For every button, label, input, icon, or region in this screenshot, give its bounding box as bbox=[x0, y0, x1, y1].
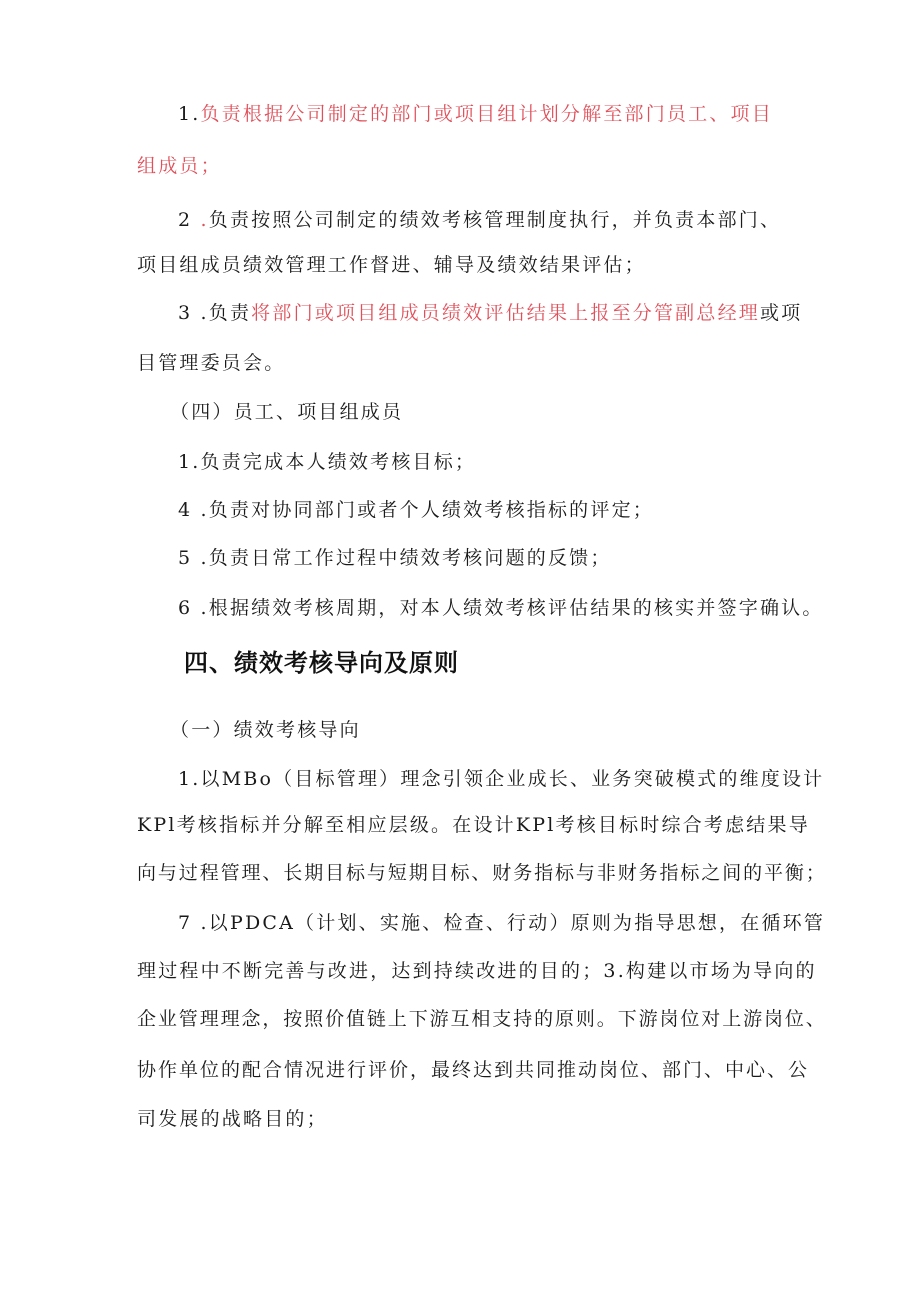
paragraph-line bbox=[178, 101, 773, 127]
highlighted-dot: . bbox=[192, 209, 209, 231]
paragraph-line bbox=[178, 300, 802, 326]
paragraph-text: 或项 bbox=[759, 302, 803, 324]
list-number: 1. bbox=[178, 103, 201, 125]
paragraph-line: 目管理委员会。 bbox=[137, 352, 286, 374]
paragraph-line: 7 .以PDCA（计划、实施、检查、行动）原则为指导思想，在循环管 bbox=[178, 912, 826, 934]
section-subtitle: （四）员工、项目组成员 bbox=[170, 401, 404, 423]
highlighted-text: 负责根据公司制定的部门或项目组计划分解至部门员工、项目 bbox=[200, 103, 773, 125]
paragraph-line: 协作单位的配合情况进行评价，最终达到共同推动岗位、部门、中心、公 bbox=[137, 1059, 810, 1081]
paragraph-line: 6 .根据绩效考核周期，对本人绩效考核评估结果的核实并签字确认。 bbox=[178, 597, 824, 619]
section-heading: 四、绩效考核导向及原则 bbox=[184, 649, 459, 677]
section-subtitle: （一）绩效考核导向 bbox=[170, 719, 361, 741]
paragraph-text: 3 .负责 bbox=[178, 302, 252, 324]
paragraph-line: 向与过程管理、长期目标与短期目标、财务指标与非财务指标之间的平衡； bbox=[137, 862, 827, 884]
highlighted-text: 将部门或项目组成员绩效评估结果上报至分管副总经理 bbox=[251, 302, 760, 324]
paragraph-line: 司发展的战略目的； bbox=[137, 1108, 328, 1130]
list-number: 2 bbox=[178, 209, 193, 231]
paragraph-line: 5 .负责日常工作过程中绩效考核问题的反馈； bbox=[178, 547, 612, 569]
paragraph-line: 1.负责完成本人绩效考核目标； bbox=[178, 451, 477, 473]
paragraph-line: 理过程中不断完善与改进，达到持续改进的目的；3.构建以市场为导向的 bbox=[137, 960, 817, 982]
paragraph-line bbox=[178, 207, 781, 233]
paragraph-line: 4 .负责对协同部门或者个人绩效考核指标的评定； bbox=[178, 499, 654, 521]
paragraph-line: 项目组成员绩效管理工作督进、辅导及绩效结果评估； bbox=[137, 254, 646, 276]
paragraph-line: 1.以MBo（目标管理）理念引领企业成长、业务突破模式的维度设计 bbox=[178, 768, 825, 790]
paragraph-line: KPl考核指标并分解至相应层级。在设计KPl考核目标时综合考虑结果导 bbox=[137, 814, 810, 836]
paragraph-line: 企业管理理念，按照价值链上下游互相支持的原则。下游岗位对上游岗位、 bbox=[137, 1008, 827, 1030]
paragraph-line: 组成员； bbox=[137, 155, 222, 177]
paragraph-text: 负责按照公司制定的绩效考核管理制度执行，并负责本部门、 bbox=[208, 209, 782, 231]
